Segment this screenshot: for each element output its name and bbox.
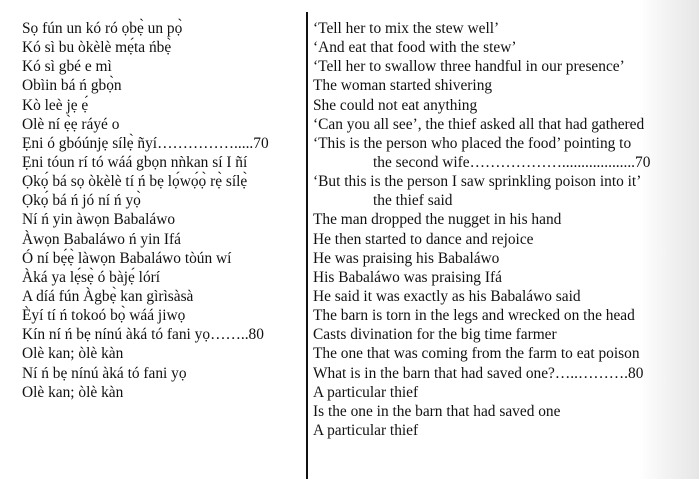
text-line: His Babaláwo was praising Ifá <box>313 268 502 286</box>
english-translation-column <box>313 19 658 440</box>
text-line: Àká ya lẹ́sẹ̀ ó bàjẹ́ lórí <box>22 268 161 286</box>
text-line: ‘Can you all see’, the thief asked all that had gathered <box>313 115 645 133</box>
text-line: Ní ń yin àwọn Babaláwo <box>22 211 176 229</box>
column-divider <box>306 12 308 479</box>
text-line: Ẹni ó gbóúnjẹ sílẹ̀ ñyí…………….....70 <box>22 134 269 152</box>
text-line: Olè kan; òlè kàn <box>22 345 124 363</box>
text-line: A díá fún Àgbẹ̀ kan gìrìsàsà <box>22 287 194 305</box>
text-line: He said it was exactly as his Babaláwo said <box>313 287 581 305</box>
text-line: The man dropped the nugget in his hand <box>313 211 562 229</box>
yoruba-text-column <box>22 19 302 402</box>
text-line: ‘Tell her to swallow three handful in our presence’ <box>313 58 625 76</box>
text-line: A particular thief <box>313 383 419 401</box>
text-line: ‘Tell her to mix the stew well’ <box>313 20 500 37</box>
text-line: ‘This is the person who placed the food’ pointing to <box>313 134 632 152</box>
text-line: A particular thief <box>313 421 419 439</box>
text-line: Casts divination for the big time farmer <box>313 326 557 344</box>
text-line: Olè ní ẹ̀ẹ ráyé o <box>22 115 120 133</box>
text-line: She could not eat anything <box>313 96 478 114</box>
text-line: ‘And eat that food with the stew’ <box>313 39 517 57</box>
text-line: Ẹni tóun rí tó wáá gbọn nǹkan sí I ñí <box>22 153 248 171</box>
text-line: the thief said <box>373 192 453 210</box>
text-line: Kò leè jẹ ẹ́ <box>22 96 89 114</box>
text-line: Àwọn Babaláwo ń yin Ifá <box>22 230 181 248</box>
text-line: He then started to dance and rejoice <box>313 230 534 248</box>
text-line: He was praising his Babaláwo <box>313 249 500 267</box>
text-line: Obìin bá ń gbọ̀n <box>22 77 122 95</box>
text-line: Sọ fún un kó ró ọbẹ̀ un pọ̀ <box>22 20 183 37</box>
text-line: What is in the barn that had saved one?…..……….80 <box>313 364 644 382</box>
text-line: Olè kan; òlè kàn <box>22 383 124 401</box>
text-line: Ní ń bẹ nínú àká tó fani yọ <box>22 364 187 382</box>
text-line: The barn is torn in the legs and wrecked on the head <box>313 307 635 325</box>
text-line: The woman started shivering <box>313 77 493 95</box>
text-line: Kín ní ń bẹ nínú àká tó fani yọ……..80 <box>22 326 264 344</box>
text-line: Is the one in the barn that had saved one <box>313 402 561 420</box>
text-line: Ọkọ́ bá ń jó ní ń yọ̀ <box>22 192 141 210</box>
text-line: Kó sì gbé e mì <box>22 58 112 76</box>
text-line: the second wife………………...................70 <box>373 153 651 171</box>
text-line: Ó ní bẹ́ẹ̀ làwọn Babaláwo tòún wí <box>22 249 232 267</box>
text-line: The one that was coming from the farm to eat poison <box>313 345 640 363</box>
text-line: Kó sì bu òkèlè mẹ́ta ńbẹ̀ <box>22 39 172 57</box>
text-line: Ọkọ́ bá sọ òkèlè tí ń bẹ lọ́wọ́ọ̀ rẹ̀ sílẹ̀ <box>22 173 248 191</box>
text-line: ‘But this is the person I saw sprinkling poison into it’ <box>313 173 642 191</box>
text-line: Èyí tí ń tokoó bọ̀ wáá jiwọ <box>22 307 186 325</box>
